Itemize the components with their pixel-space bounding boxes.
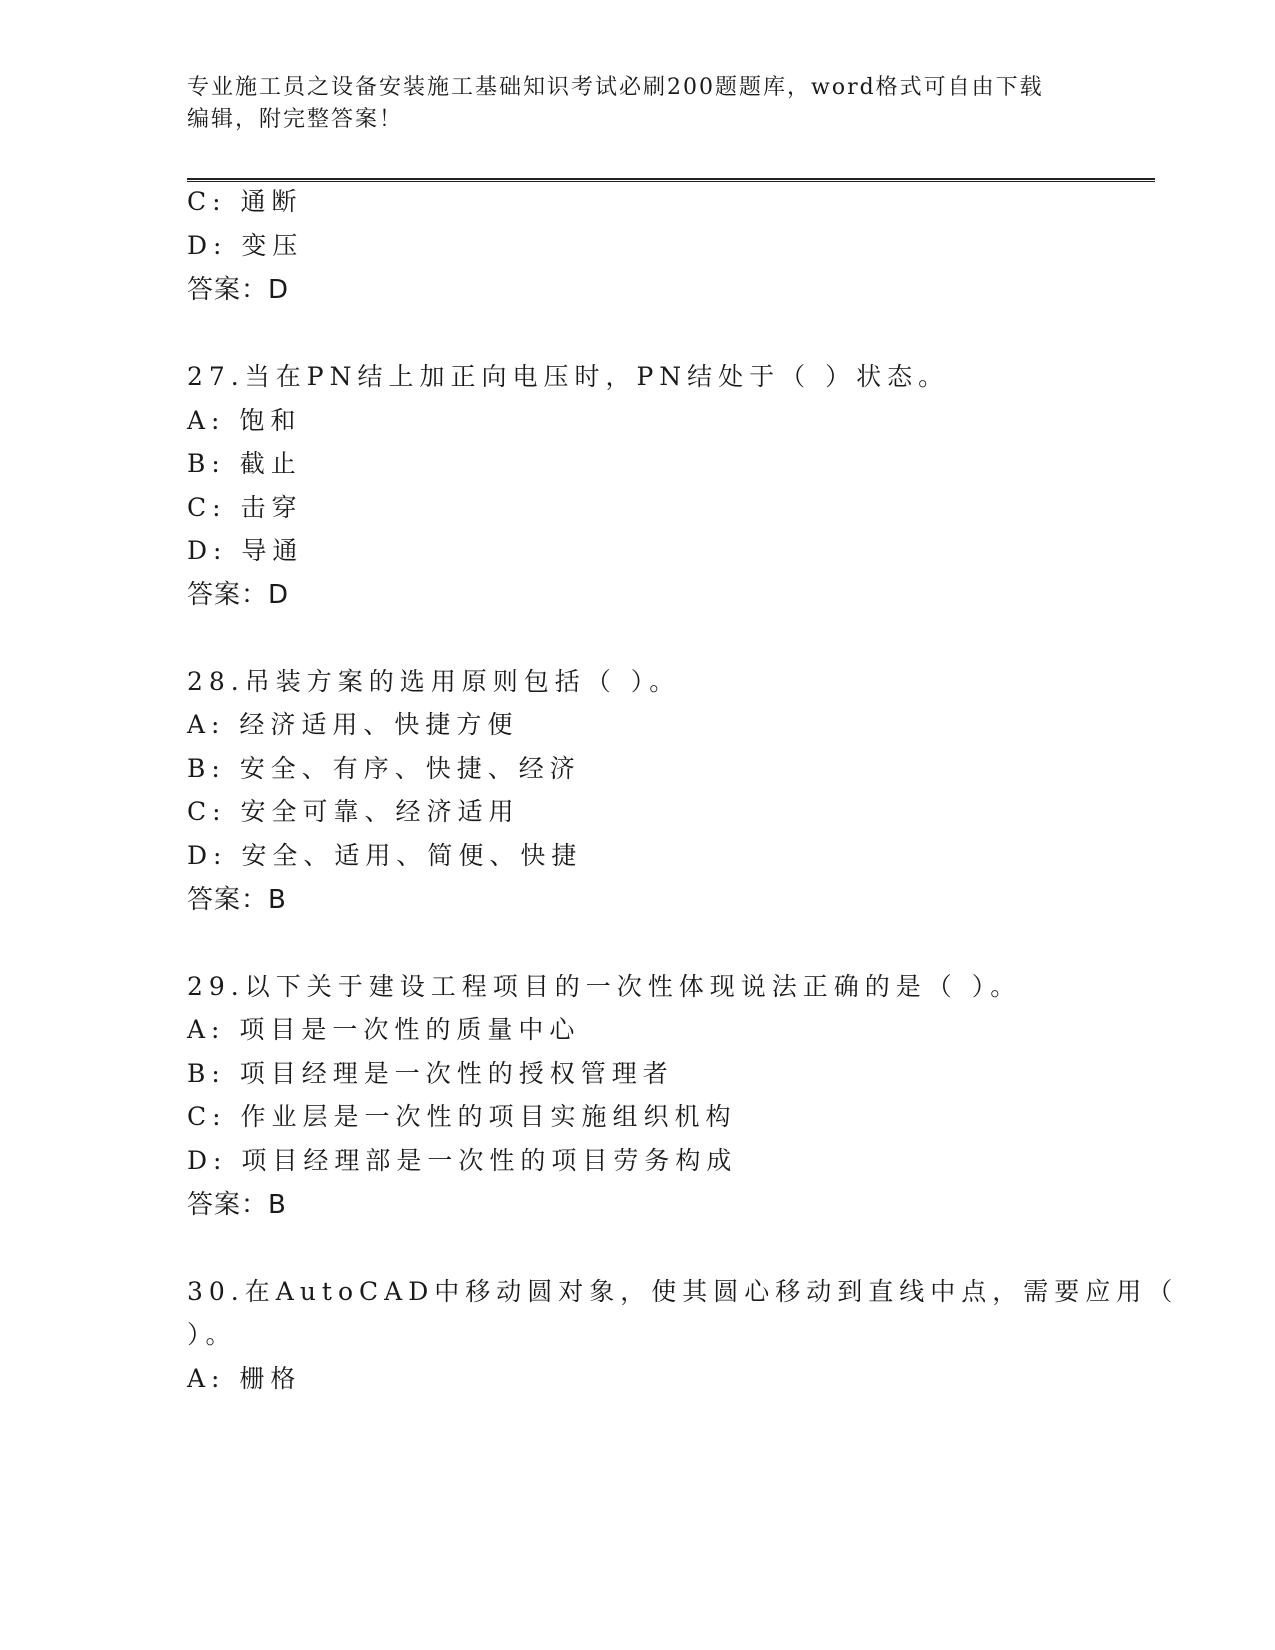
document-header: [187, 72, 1087, 136]
q26-option-d: D: 变压: [187, 231, 304, 260]
q28-option-d: D: 安全、适用、简便、快捷: [187, 841, 583, 870]
q28-answer: 答案：B: [187, 885, 287, 915]
q28-option-b: B: 安全、有序、快捷、经济: [187, 754, 581, 783]
q29-option-a: A: 项目是一次性的质量中心: [187, 1015, 581, 1044]
q29-answer: 答案：B: [187, 1190, 287, 1220]
q27-option-d: D: 导通: [187, 536, 304, 565]
q29-option-c: C: 作业层是一次性的项目实施组织机构: [187, 1102, 737, 1131]
q29-option-d: D: 项目经理部是一次性的项目劳务构成: [187, 1146, 738, 1175]
q29-stem: 29.以下关于建设工程项目的一次性体现说法正确的是（ ）。: [187, 972, 1022, 1001]
header-line-2: 编辑，附完整答案！: [187, 107, 404, 132]
q27-option-b: B: 截止: [187, 449, 302, 478]
q28-option-c: C: 安全可靠、经济适用: [187, 797, 520, 826]
q28-option-a: A: 经济适用、快捷方便: [187, 710, 519, 739]
q27-option-c: C: 击穿: [187, 493, 303, 522]
q30-stem-line-2: ）。: [187, 1320, 237, 1349]
q28-stem: 28.吊装方案的选用原则包括（ ）。: [187, 667, 681, 696]
q27-option-a: A: 饱和: [187, 406, 302, 435]
header-line-1: 专业施工员之设备安装施工基础知识考试必刷200题题库，word格式可自由下载: [187, 75, 1044, 100]
q29-option-b: B: 项目经理是一次性的授权管理者: [187, 1059, 674, 1088]
q30-stem-line-1: 30.在AutoCAD中移动圆对象，使其圆心移动到直线中点，需要应用（: [187, 1277, 1179, 1306]
q26-answer: 答案：D: [187, 275, 290, 305]
header-divider: [187, 178, 1155, 182]
q26-option-c: C: 通断: [187, 187, 303, 216]
q27-stem: 27.当在PN结上加正向电压时，PN结处于（ ）状态。: [187, 362, 950, 391]
q27-answer: 答案：D: [187, 580, 290, 610]
q30-option-a: A: 栅格: [187, 1364, 302, 1393]
